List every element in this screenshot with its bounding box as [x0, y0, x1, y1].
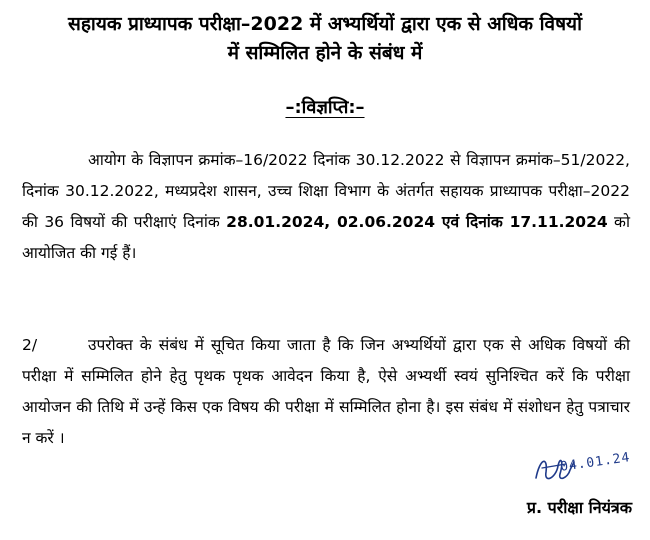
paragraph-1-text-end: को आयोजित की गई हैं।: [22, 213, 630, 262]
paragraph-1-text: आयोग के विज्ञापन क्रमांक–16/2022 दिनांक 30.12.2022 से विज्ञापन क्रमांक–51/2022, दिनांक 30.12.2022, मध्यप्रदेश शासन, उच्च शिक्षा विभाग के अंतर्गत सहायक प्राध्यापक परीक्षा–2022 की 36 विषयों की परीक्षाएं दिनांक: [22, 151, 630, 231]
notice-title-line1: सहायक प्राध्यापक परीक्षा–2022 में अभ्यर्थियों द्वारा एक से अधिक विषयों: [67, 13, 583, 35]
signatory-designation: प्र. परीक्षा नियंत्रक: [526, 498, 632, 517]
notice-title-line2: में सम्मिलित होने के संबंध में: [227, 42, 423, 64]
notice-title: [8, 10, 642, 68]
notice-heading: [0, 96, 650, 120]
paragraph-2-text: उपरोक्त के संबंध में सूचित किया जाता है कि जिन अभ्यर्थियों द्वारा एक से अधिक विषयों की परीक्षा में सम्मिलित होने हेतु पृथक पृथक आवेदन किया है, ऐसे अभ्यर्थी स्वयं सुनिश्चित करें कि परीक्षा आयोजन की तिथि में उन्हें किस एक विषय की परीक्षा में सम्मिलित होना है। इस संबंध में संशोधन हेतु पत्राचार न करें ।: [22, 336, 630, 447]
signature-date: 04.01.24: [559, 450, 632, 475]
paragraph-1: [22, 145, 630, 269]
paragraph-1-exam-dates: 28.01.2024, 02.06.2024 एवं दिनांक 17.11.2024: [226, 213, 608, 231]
notice-heading-text: –:विज्ञप्ति:–: [285, 97, 365, 118]
paragraph-2: [22, 330, 630, 454]
paragraph-2-number: 2/: [22, 336, 38, 354]
